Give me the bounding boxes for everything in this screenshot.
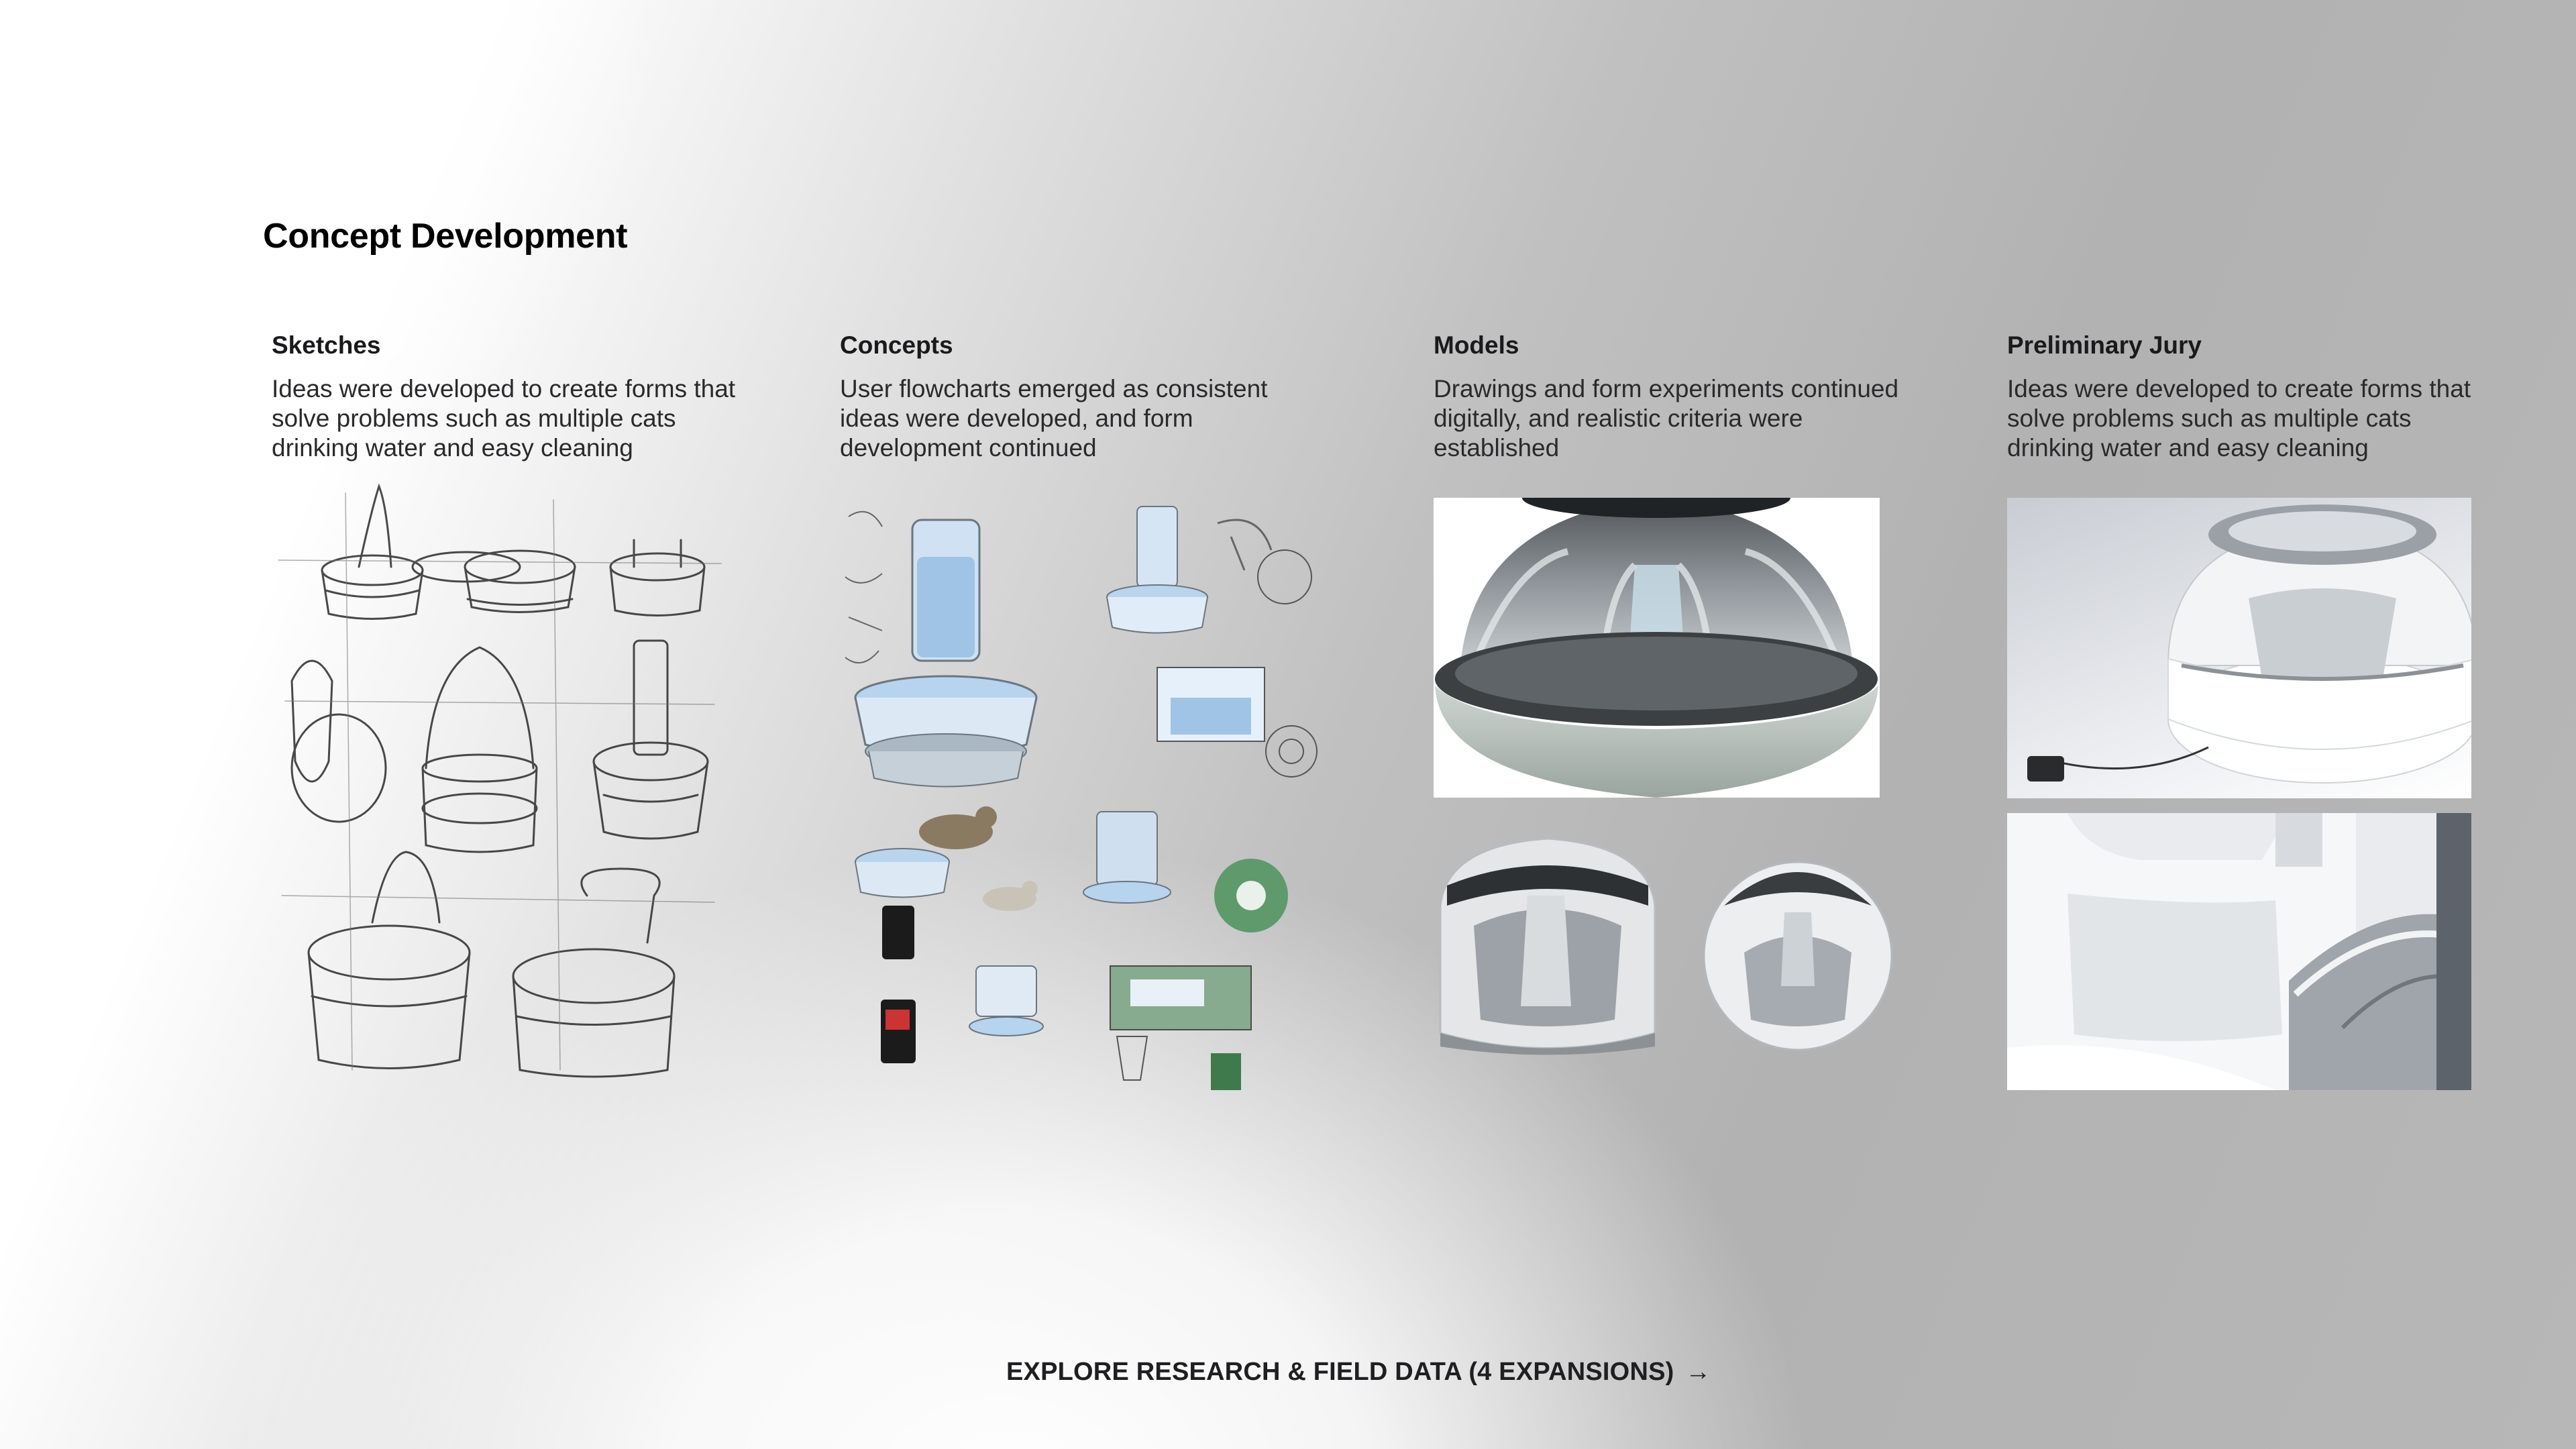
jury-image-top [2007,498,2471,798]
column-title: Concepts [840,331,953,359]
models-image-top [1434,498,1880,798]
jury-image-bottom [2007,813,2471,1090]
explore-research-label: EXPLORE RESEARCH & FIELD DATA (4 EXPANSIONS) [1006,1358,1674,1386]
column-description: User flowcharts emerged as consistent ideas were developed, and form development continued [840,375,1268,462]
column-sketches [272,331,755,463]
column-description: Ideas were developed to create forms that solve problems such as multiple cats drinking water and easy cleaning [272,375,736,462]
column-concepts [840,331,1323,463]
column-models [1434,331,1917,463]
explore-research-link[interactable] [1006,1358,1711,1387]
page-title: Concept Development [263,217,628,256]
column-description: Ideas were developed to create forms that solve problems such as multiple cats drinking water and easy cleaning [2007,375,2471,462]
sketches-image [272,480,728,1087]
models-image-bottom-left [1434,832,1658,1063]
concepts-image [842,496,1318,1090]
column-title: Preliminary Jury [2007,331,2202,359]
column-preliminary-jury [2007,331,2490,463]
column-title: Models [1434,331,1519,359]
models-image-bottom-right [1697,832,1898,1063]
arrow-right-icon: → [1685,1358,1711,1386]
column-description: Drawings and form experiments continued digitally, and realistic criteria were established [1434,375,1899,462]
column-title: Sketches [272,331,381,359]
